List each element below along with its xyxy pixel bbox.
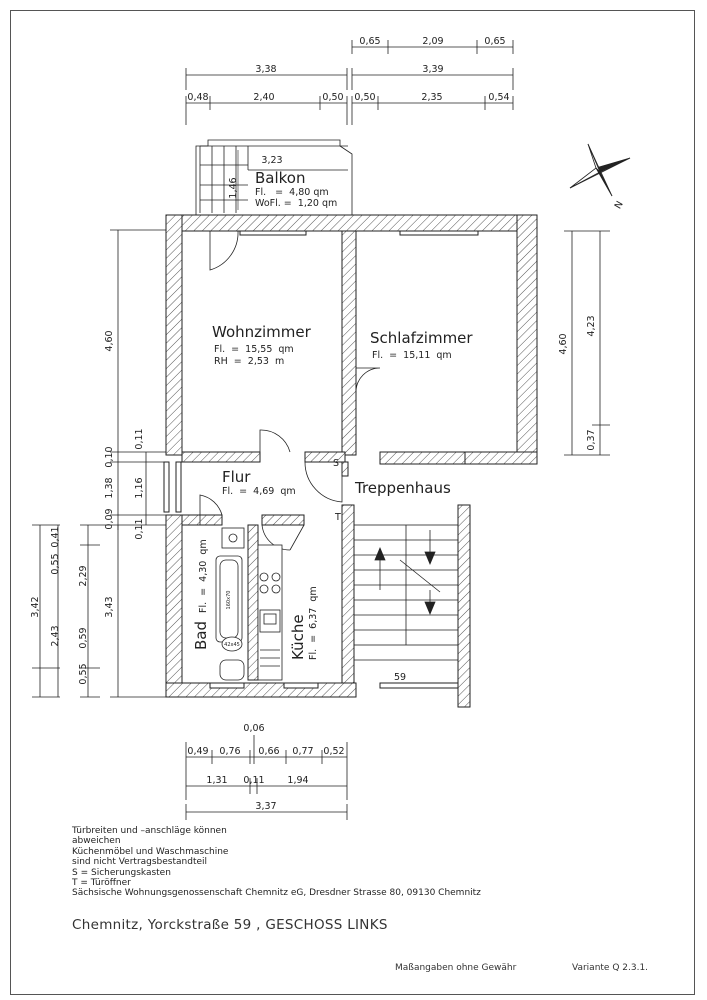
room-area-schlafzimmer: Fl. = 15,11 qm [372,350,452,361]
room-area-bad: Fl. = 4,30 qm [198,539,209,613]
stair-number: 59 [393,672,407,683]
room-height-wohnzimmer: RH = 2,53 m [214,356,285,367]
dim-label: 3,43 [104,596,115,618]
dim-label: 0,65 [359,36,381,47]
plan-notes [72,826,592,899]
dim-label: 3,42 [30,596,41,618]
dim-label: 0,50 [354,92,376,103]
dim-label: 0,52 [323,746,345,757]
dim-label: 4,23 [586,315,597,337]
room-name-flur: Flur [222,468,251,486]
compass-icon [570,144,630,196]
staircase [354,525,458,660]
dim-top-labels [187,36,509,103]
dim-top [186,40,513,125]
note-line: Türbreiten und –anschläge können [72,826,227,836]
dim-label: 0,06 [243,723,265,734]
dim-label: 0,10 [104,446,115,468]
dim-label: 4,60 [104,330,115,352]
dim-label: 0,41 [50,526,61,548]
dim-label: 0,49 [187,746,209,757]
dim-label: 1,38 [104,477,115,499]
note-line: T = Türöffner [72,878,131,889]
dim-label: 0,11 [134,428,145,450]
dim-label: 2,29 [78,565,89,587]
balcony-depth-label: 1,46 [228,177,239,199]
marker-sicherungskasten: S [333,458,340,469]
dim-right [564,231,610,455]
sink-label: 42x45 [224,642,240,648]
room-area-kueche: Fl. = 6,37 qm [308,586,319,660]
balcony-width-label: 3,23 [261,155,283,166]
dim-label: 0,55 [50,553,61,575]
dim-label: 3,38 [255,64,277,75]
note-line: S = Sicherungskasten [72,867,171,878]
dim-label: 1,94 [287,775,309,786]
room-name-balkon: Balkon [255,169,306,187]
dim-label: 2,40 [253,92,275,103]
compass-north-label: N [612,199,626,211]
dim-label: 3,39 [422,64,444,75]
room-name-kueche: Küche [289,614,307,660]
bathtub-label: 160x70 [226,590,232,610]
dim-label: 0,48 [187,92,209,103]
note-line: sind nicht Vertragsbestandteil [72,857,208,868]
disclaimer: Maßangaben ohne Gewähr [395,963,517,973]
dim-label: 0,50 [322,92,344,103]
dim-label: 0,11 [134,518,145,540]
dim-label: 0,54 [488,92,510,103]
dim-label: 0,37 [586,429,597,451]
dim-label: 0,76 [219,746,241,757]
dim-label: 2,09 [422,36,444,47]
dim-label: 0,09 [104,508,115,530]
room-name-schlafzimmer: Schlafzimmer [370,329,473,347]
dim-label: 4,60 [558,333,569,355]
note-line: Sächsische Wohnungsgenossenschaft Chemnitz eG, Dresdner Strasse 80, 09130 Chemnitz [72,888,481,899]
room-wofl-balkon: WoFl. = 1,20 qm [255,198,338,209]
marker-tueroeffner: T [335,512,341,523]
dim-label: 0,11 [243,775,265,786]
dim-label: 1,31 [206,775,228,786]
dim-label: 0,55 [78,663,89,685]
note-line: abweichen [72,836,121,847]
dim-label: 1,16 [134,477,145,499]
dim-label: 2,35 [421,92,443,103]
dim-label: 0,59 [78,627,89,649]
room-name-bad: Bad [192,620,210,650]
room-name-wohnzimmer: Wohnzimmer [212,323,311,341]
room-area-flur: Fl. = 4,69 qm [222,486,296,497]
kitchen-fixtures [258,545,282,680]
plan-title: Chemnitz, Yorckstraße 59 , GESCHOSS LINKS [72,917,388,933]
variant-label: Variante Q 2.3.1. [572,963,649,973]
room-area-balkon: Fl. = 4,80 qm [255,187,329,198]
note-line: Küchenmöbel und Waschmaschine [72,846,229,857]
dim-label: 2,43 [50,625,61,647]
room-name-treppenhaus: Treppenhaus [355,479,451,497]
dim-label: 0,66 [258,746,280,757]
room-area-wohnzimmer: Fl. = 15,55 qm [214,344,294,355]
dim-label: 3,37 [255,801,277,812]
dim-label: 0,65 [484,36,506,47]
dim-label: 0,77 [292,746,314,757]
